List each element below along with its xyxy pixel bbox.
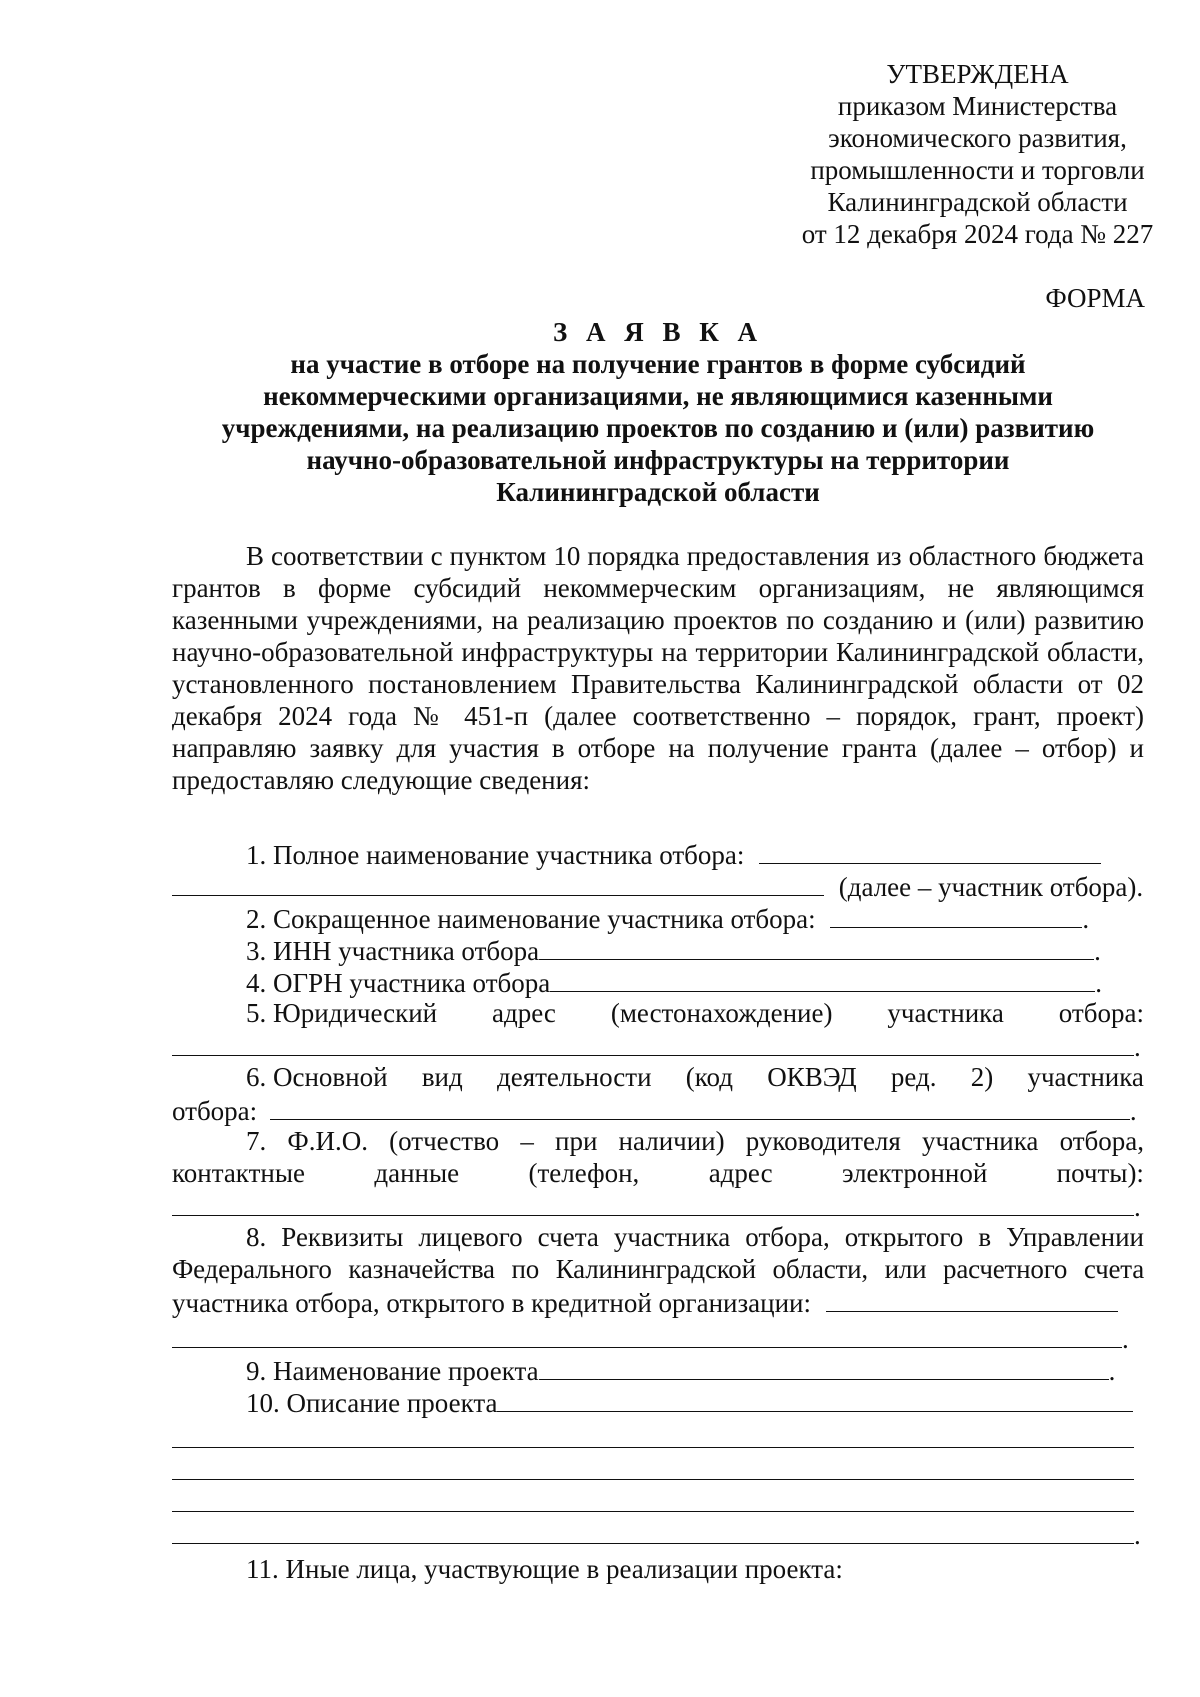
item-6-word-4: (код — [685, 1062, 733, 1092]
item-6-dot: . — [1129, 1096, 1137, 1126]
item-11-line — [172, 1553, 1144, 1585]
item-4-label: 4. ОГРН участника отбора — [246, 968, 551, 998]
item-4-line — [172, 965, 1144, 997]
item-7-word-5: электронной — [841, 1158, 988, 1188]
item-6-cont: отбора: — [172, 1096, 258, 1126]
item-9-field[interactable] — [539, 1353, 1109, 1380]
approval-line-1: УТВЕРЖДЕНА — [886, 59, 1069, 89]
item-10-line-2 — [172, 1421, 1144, 1453]
item-11-label: 11. Иные лица, участвующие в реализации проекта: — [246, 1554, 843, 1584]
item-3-line — [172, 933, 1144, 965]
item-7-word-6: почты): — [1056, 1158, 1144, 1188]
item-3-label: 3. ИНН участника отбора — [246, 936, 540, 966]
item-6-field[interactable] — [270, 1093, 1130, 1120]
item-6-word-2: вид — [421, 1062, 463, 1092]
forma-label: ФОРМА — [1045, 283, 1145, 313]
item-2-field[interactable] — [830, 901, 1082, 928]
item-8-field-cont[interactable] — [172, 1321, 1122, 1348]
item-7-text-1: 7. Ф.И.О. (отчество – при наличии) руководителя участника отбора, — [246, 1126, 1144, 1156]
item-5-line — [172, 997, 1144, 1029]
item-7-line-1 — [172, 1125, 1144, 1157]
item-1-line-1 — [172, 837, 1144, 869]
intro-paragraph: В соответствии с пунктом 10 порядка предоставления из областного бюджета грантов в форме субсидий некоммерческим организациям, не являющимся казенными учреждениями, на реализацию проектов по созданию и (или) развитию научно-образовательной инфраструктуры на территории Калининградской области, установленного постановлением Правительства Калининградской области от 02 декабря 2024 года № 451-п (далее соответственно – порядок, грант, проект) направляю заявку для участия в отборе на получение гранта (далее – отбор) и предоставляю следующие сведения: — [172, 541, 1144, 795]
approval-line-3: экономического развития, — [828, 123, 1127, 153]
item-8-line-4 — [172, 1321, 1144, 1353]
item-5-word-3: (местонахождение) — [610, 998, 833, 1028]
item-1-label: 1. Полное наименование участника отбора: — [246, 840, 745, 870]
item-5-word-2: адрес — [492, 998, 556, 1028]
item-6-word-1: 6. Основной — [246, 1062, 388, 1092]
item-1-tail: (далее – участник отбора). — [838, 872, 1144, 902]
item-4-dot: . — [1095, 968, 1102, 998]
item-10-field-5[interactable] — [172, 1517, 1134, 1544]
item-5-field[interactable] — [172, 1029, 1134, 1056]
item-1-field[interactable] — [759, 837, 1101, 864]
item-7-word-4: адрес — [708, 1158, 773, 1188]
item-9-line — [172, 1353, 1144, 1385]
title-line-1: на участие в отборе на получение грантов в форме субсидий — [290, 349, 1026, 379]
item-9-dot: . — [1108, 1356, 1116, 1386]
title-main: З А Я В К А — [552, 317, 764, 347]
item-3-field[interactable] — [539, 933, 1094, 960]
document-title — [172, 316, 1144, 508]
item-7-dot: . — [1134, 1192, 1141, 1222]
item-8-line-3 — [172, 1285, 1144, 1317]
item-10-label: 10. Описание проекта — [246, 1388, 498, 1418]
item-6-word-8: участника — [1027, 1062, 1144, 1092]
item-3-dot: . — [1094, 936, 1101, 966]
item-1-line-2 — [172, 869, 1144, 901]
item-7-word-1: контактные — [172, 1158, 305, 1188]
item-5-word-4: участника — [887, 998, 1004, 1028]
item-10-line-3 — [172, 1453, 1144, 1485]
item-5-line-2 — [172, 1029, 1144, 1061]
item-8-field[interactable] — [826, 1285, 1118, 1312]
item-8-text-2: Федерального казначейства по Калининградской области, или расчетного счета — [172, 1254, 1144, 1284]
title-line-3: учреждениями, на реализацию проектов по созданию и (или) развитию — [221, 413, 1095, 443]
item-6-line-2 — [172, 1093, 1144, 1125]
item-8-dot: . — [1122, 1324, 1129, 1354]
item-4-field[interactable] — [550, 965, 1095, 992]
item-7-word-3: (телефон, — [528, 1158, 640, 1188]
item-2-line — [172, 901, 1144, 933]
item-10-field-2[interactable] — [172, 1421, 1134, 1448]
item-1-field-cont[interactable] — [172, 869, 824, 896]
item-6-word-7: 2) — [970, 1062, 994, 1092]
title-line-2: некоммерческими организациями, не являющимися казенными — [263, 381, 1053, 411]
item-8-line-1 — [172, 1221, 1144, 1253]
item-9-label: 9. Наименование проекта — [246, 1356, 539, 1386]
item-5-word-1: 5. Юридический — [246, 998, 438, 1028]
item-8-text-1: 8. Реквизиты лицевого счета участника отбора, открытого в Управлении — [246, 1222, 1144, 1252]
item-7-field[interactable] — [172, 1189, 1134, 1216]
item-10-line — [172, 1385, 1144, 1417]
item-8-line-2 — [172, 1253, 1144, 1285]
approval-stamp — [740, 58, 1200, 250]
item-10-dot: . — [1134, 1520, 1141, 1550]
item-7-line-2 — [172, 1157, 1144, 1189]
item-10-field-3[interactable] — [172, 1453, 1134, 1480]
item-10-line-5 — [172, 1517, 1144, 1549]
item-2-label: 2. Сокращенное наименование участника отбора: — [246, 904, 816, 934]
item-2-dot: . — [1082, 904, 1090, 934]
item-10-field-4[interactable] — [172, 1485, 1134, 1512]
item-8-text-3: участника отбора, открытого в кредитной организации: — [172, 1288, 811, 1318]
title-line-4: научно-образовательной инфраструктуры на территории — [306, 445, 1010, 475]
approval-line-6: от 12 декабря 2024 года № 227 — [801, 219, 1154, 249]
item-10-field[interactable] — [497, 1385, 1133, 1412]
item-6-line — [172, 1061, 1144, 1093]
item-6-word-5: ОКВЭД — [767, 1062, 857, 1092]
item-10-line-4 — [172, 1485, 1144, 1517]
title-line-5: Калининградской области — [496, 477, 820, 507]
approval-line-5: Калининградской области — [827, 187, 1128, 217]
item-5-dot: . — [1134, 1032, 1141, 1062]
item-7-word-2: данные — [374, 1158, 460, 1188]
item-6-word-3: деятельности — [496, 1062, 652, 1092]
item-6-word-6: ред. — [890, 1062, 937, 1092]
item-7-line-3 — [172, 1189, 1144, 1221]
approval-line-4: промышленности и торговли — [810, 155, 1145, 185]
item-5-word-5: отбора: — [1058, 998, 1144, 1028]
approval-line-2: приказом Министерства — [837, 91, 1118, 121]
